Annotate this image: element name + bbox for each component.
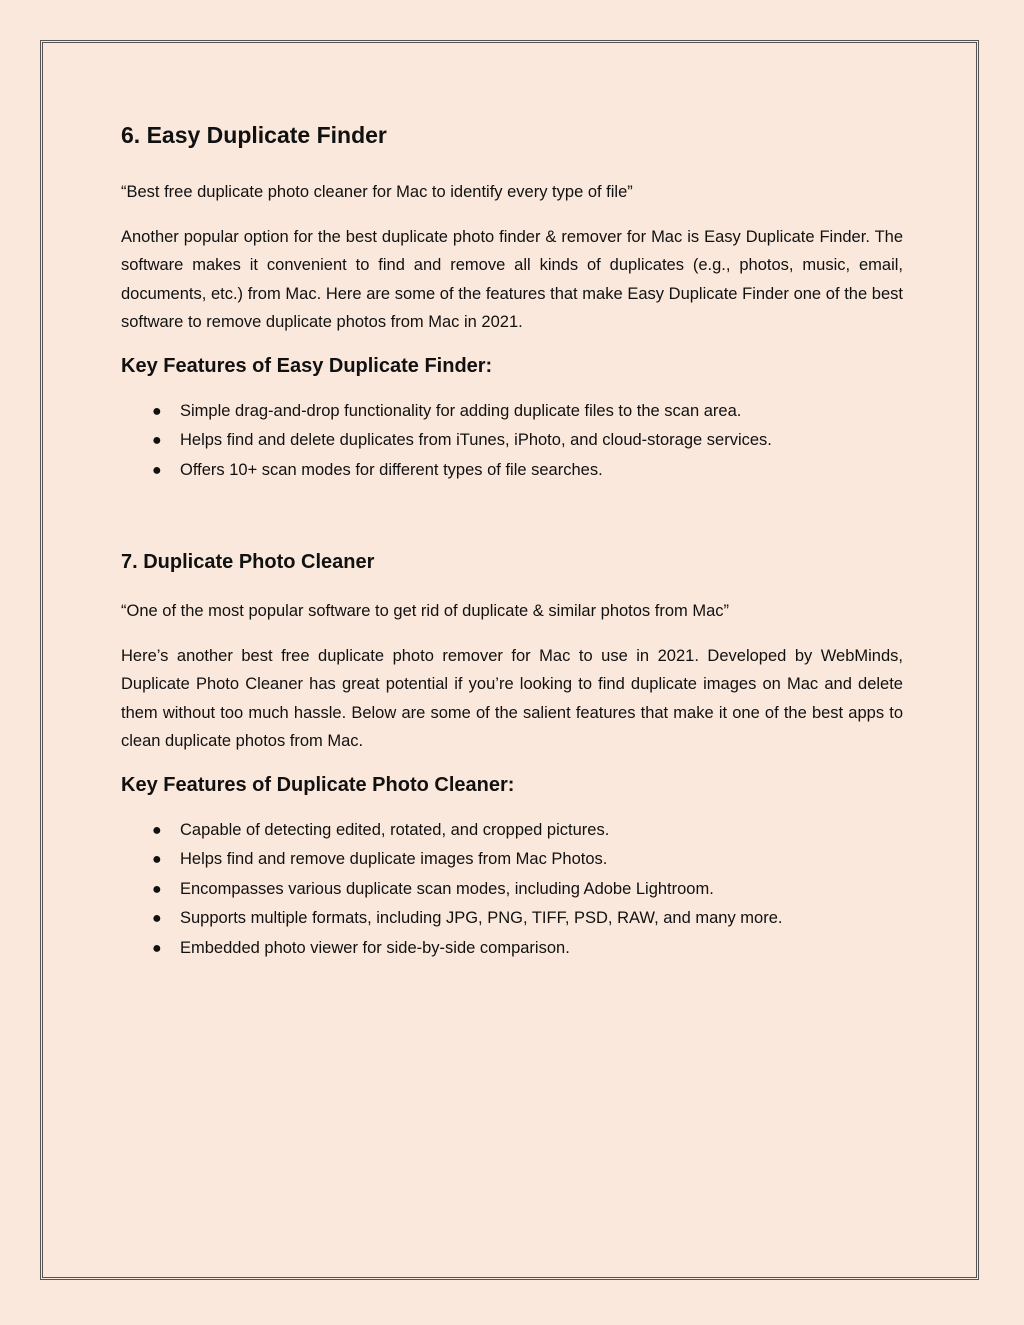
bullet-icon: ●: [152, 880, 162, 898]
section-body: Another popular option for the best duplicate photo finder & remover for Mac is Easy Duplicate Finder. The software makes it convenient to find and remove all kinds of duplicates (e.g., photos, music, email, documents, etc.) from Mac. Here are some of the features that make Easy Duplicate Finder one of the best software to remove duplicate photos from Mac in 2021.: [121, 227, 903, 331]
section-title: 6. Easy Duplicate Finder: [121, 122, 387, 148]
bullet-icon: ●: [152, 910, 162, 927]
list-item-text: Supports multiple formats, including JPG, PNG, TIFF, PSD, RAW, and many more.: [180, 909, 783, 927]
list-item: [152, 934, 903, 964]
section-tagline: “One of the most popular software to get rid of duplicate & similar photos from Mac”: [121, 602, 730, 620]
section-duplicate-photo-cleaner: [121, 547, 903, 963]
list-item: [152, 904, 903, 934]
list-item-text: Capable of detecting edited, rotated, and cropped pictures.: [180, 820, 610, 839]
list-item: [152, 816, 903, 846]
list-item-text: Encompasses various duplicate scan modes, including Adobe Lightroom.: [180, 879, 714, 898]
list-item-text: Simple drag-and-drop functionality for adding duplicate files to the scan area.: [180, 401, 742, 420]
bullet-icon: ●: [152, 821, 162, 839]
features-heading: Key Features of Easy Duplicate Finder:: [121, 354, 493, 377]
bullet-icon: ●: [152, 461, 162, 479]
features-list: [121, 397, 903, 486]
bullet-icon: ●: [152, 851, 162, 868]
list-item: [152, 845, 903, 875]
section-tagline: “Best free duplicate photo cleaner for Mac to identify every type of file”: [121, 183, 633, 201]
list-item-text: Helps find and delete duplicates from iTunes, iPhoto, and cloud-storage services.: [180, 431, 772, 449]
list-item: [152, 397, 903, 427]
section-title: 7. Duplicate Photo Cleaner: [121, 551, 375, 573]
section-body: Here’s another best free duplicate photo remover for Mac to use in 2021. Developed by WebMinds, Duplicate Photo Cleaner has great potential if you’re looking to find duplicate images on Mac and delete them without too much hassle. Below are some of the salient features that make it one of the best apps to clean duplicate photos from Mac.: [121, 646, 903, 750]
list-item-text: Helps find and remove duplicate images from Mac Photos.: [180, 850, 608, 868]
bullet-icon: ●: [152, 402, 162, 420]
list-item: [152, 875, 903, 905]
bullet-icon: ●: [152, 939, 162, 957]
list-item: [152, 426, 903, 456]
document-content: [121, 118, 903, 963]
section-easy-duplicate-finder: [121, 118, 903, 485]
features-heading: Key Features of Duplicate Photo Cleaner:: [121, 773, 515, 796]
bullet-icon: ●: [152, 432, 162, 449]
list-item: [152, 456, 903, 486]
list-item-text: Offers 10+ scan modes for different types of file searches.: [180, 460, 603, 479]
section-spacer: [121, 485, 903, 547]
features-list: [121, 816, 903, 964]
list-item-text: Embedded photo viewer for side-by-side comparison.: [180, 938, 570, 957]
